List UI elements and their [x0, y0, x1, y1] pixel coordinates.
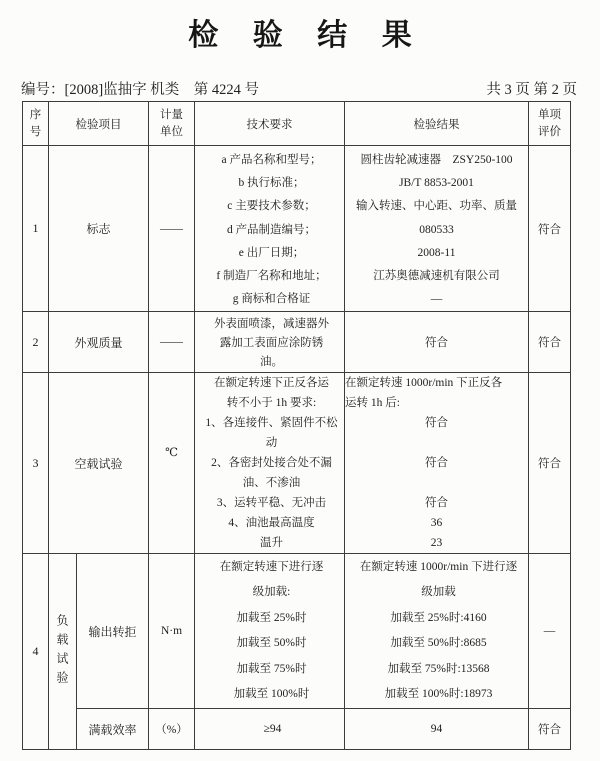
text-line: 转不小于 1h 要求:	[226, 397, 317, 410]
row1-item: 标志	[49, 146, 149, 312]
text-line: b 执行标准；	[238, 177, 305, 190]
text-line: 在额定转速 1000r/min 下正反各	[345, 377, 503, 390]
row2-result: 符合	[345, 312, 529, 373]
row-2	[23, 312, 571, 373]
text-line: 加载至 25%时:4160	[390, 611, 487, 624]
row3-evaluation: 符合	[529, 373, 571, 554]
text-line: c 主要技术参数；	[227, 200, 316, 213]
text-line: 加载至 25%时	[236, 611, 307, 624]
col-header-evaluation-label: 单项评价	[538, 108, 561, 138]
row4-group-label: 负载试验	[55, 613, 69, 690]
col-header-unit	[149, 102, 195, 146]
text-line: —	[430, 293, 443, 306]
row2-requirement	[195, 312, 345, 373]
page-indicator: 共 3 页 第 2 页	[486, 82, 577, 98]
row4a-item: 输出转拒	[77, 554, 149, 709]
text-line: 在额定转速 1000r/min 下进行逐	[359, 560, 518, 573]
col-header-unit-label: 计量单位	[160, 108, 183, 138]
text-line: 级加载	[421, 586, 456, 599]
text-line: 加载至 50%时	[236, 637, 307, 650]
row1-evaluation: 符合	[529, 146, 571, 312]
row1-result	[345, 146, 529, 312]
text-line: 加载至 100%时:18973	[384, 688, 493, 701]
text-line: f 制造厂名称和地址；	[216, 270, 327, 283]
col-header-requirement: 技术要求	[195, 102, 345, 146]
text-line	[345, 473, 528, 493]
col-header-result: 检验结果	[345, 102, 529, 146]
row-4a	[23, 554, 571, 709]
text-line: 运转 1h 后:	[345, 397, 400, 410]
row1-unit: ——	[149, 146, 195, 312]
text-line: 加载至 75%时:13568	[387, 662, 490, 675]
text-line: 露加工表面应涂防锈	[219, 337, 324, 350]
text-line: e 出厂日期；	[238, 246, 305, 259]
text-line: 江苏奥德减速机有限公司	[373, 270, 500, 283]
page-title: 检 验 结 果	[188, 19, 426, 52]
text-line: 圆柱齿轮减速器 ZSY250-100	[360, 154, 513, 166]
row4a-unit: N·m	[149, 554, 195, 709]
text-line: 2、各密封处接合处不漏	[211, 457, 332, 470]
col-header-seq-label: 序号	[29, 108, 42, 138]
text-line: JB/T 8853-2001	[399, 177, 474, 190]
header-row	[23, 102, 571, 146]
row2-evaluation: 符合	[529, 312, 571, 373]
text-line: 3、运转平稳、无冲击	[216, 497, 327, 510]
text-line: 输入转速、中心距、功率、质量	[356, 200, 517, 213]
text-line: 2008-11	[417, 246, 456, 259]
text-line: 在额定转速下正反各运	[214, 377, 329, 390]
row1-requirement	[195, 146, 345, 312]
row4a-requirement	[195, 554, 345, 709]
text-line: g 商标和合格证	[232, 293, 311, 306]
row3-seq: 3	[23, 373, 49, 554]
text-line: 加载至 75%时	[236, 662, 307, 675]
row2-unit: ——	[149, 312, 195, 373]
text-line: 符合	[425, 457, 448, 470]
text-line: 级加载:	[252, 586, 291, 599]
report-number: 编号：[2008]监抽字 机类 第 4224 号	[21, 82, 260, 98]
text-line: 外表面喷漆，减速器外	[214, 318, 329, 331]
text-line: 符合	[425, 417, 448, 430]
row4-seq: 4	[23, 554, 49, 750]
row4a-result	[345, 554, 529, 709]
row3-unit: ℃	[149, 373, 195, 554]
text-line: 080533	[419, 223, 454, 236]
row1-seq: 1	[23, 146, 49, 312]
text-line: a 产品名称和型号；	[221, 154, 322, 166]
text-line: 1、各连接件、紧固件不松	[205, 417, 338, 430]
col-header-evaluation	[529, 102, 571, 146]
row-1	[23, 146, 571, 312]
row4b-requirement: ≥94	[195, 709, 345, 750]
text-line: 温升	[260, 537, 283, 550]
row4b-unit: （%）	[149, 709, 195, 750]
row4a-evaluation: —	[529, 554, 571, 709]
row3-result	[345, 373, 529, 554]
row3-requirement	[195, 373, 345, 554]
text-line: d 产品制造编号；	[226, 223, 317, 236]
text-line: 加载至 50%时:8685	[390, 637, 487, 650]
text-line: 4、油池最高温度	[228, 517, 315, 530]
row4-group	[49, 554, 77, 750]
col-header-item: 检验项目	[49, 102, 149, 146]
row2-item: 外观质量	[49, 312, 149, 373]
inspection-table	[22, 101, 571, 750]
text-line: 36	[430, 517, 443, 530]
text-line	[345, 433, 528, 453]
row2-seq: 2	[23, 312, 49, 373]
text-line: 油、不渗油	[242, 477, 301, 490]
col-header-seq	[23, 102, 49, 146]
row4b-item: 满载效率	[77, 709, 149, 750]
text-line: 加载至 100%时	[233, 688, 310, 701]
text-line: 23	[430, 537, 443, 550]
row4b-evaluation: 符合	[529, 709, 571, 750]
row4b-result: 94	[345, 709, 529, 750]
row3-item: 空载试验	[49, 373, 149, 554]
text-line: 在额定转速下进行逐	[219, 560, 324, 573]
report-meta	[21, 78, 577, 99]
text-line: 符合	[425, 497, 448, 510]
row-3	[23, 373, 571, 554]
text-line: 动	[265, 437, 278, 450]
row-4b	[23, 709, 571, 750]
text-line: 油。	[260, 356, 283, 369]
